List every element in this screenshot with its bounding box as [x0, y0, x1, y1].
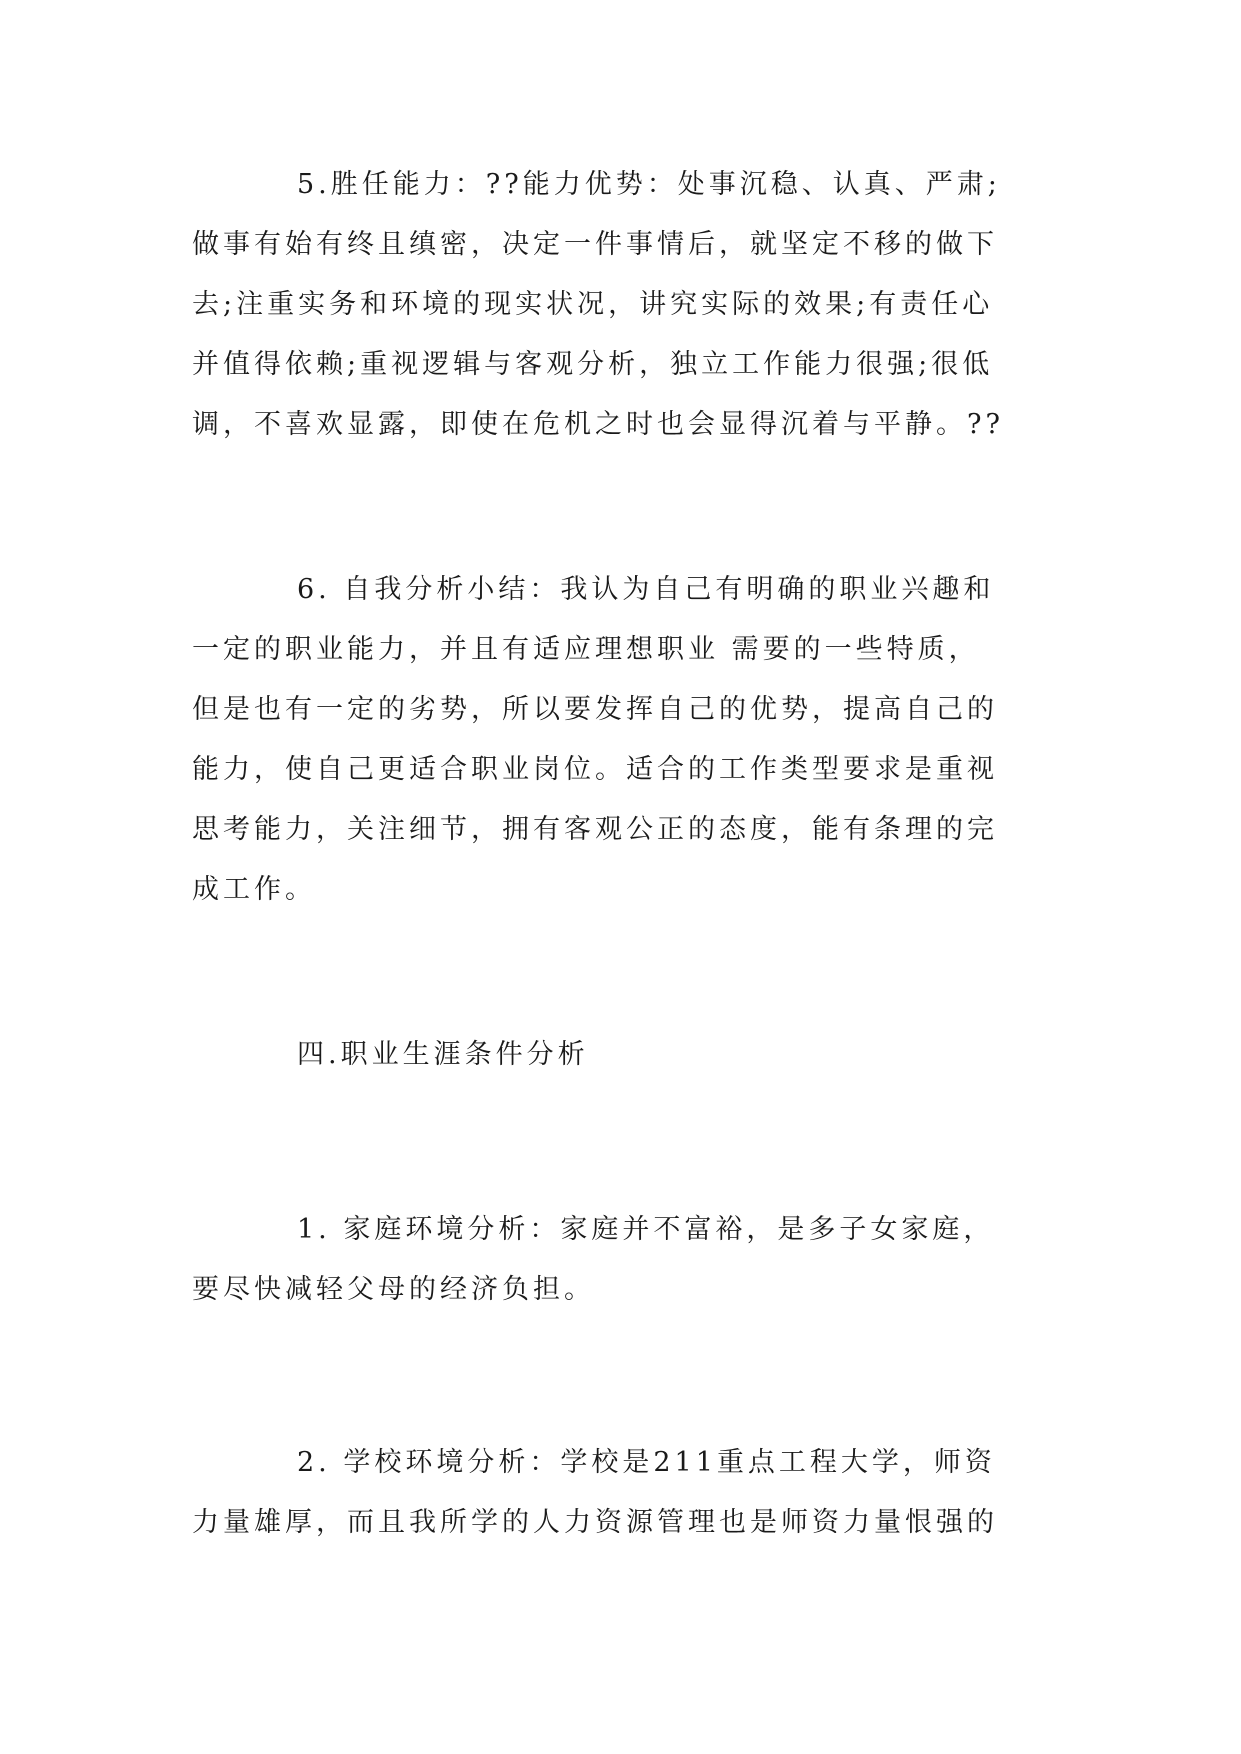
paragraph-line: 能力，使自己更适合职业岗位。适合的工作类型要求是重视	[192, 754, 998, 785]
paragraph-line: 力量雄厚，而且我所学的人力资源管理也是师资力量恨强的	[192, 1507, 998, 1538]
paragraph-line: 1. 家庭环境分析：家庭并不富裕，是多子女家庭，	[297, 1214, 995, 1245]
paragraph-line: 成工作。	[192, 874, 316, 905]
paragraph-line: 要尽快减轻父母的经济负担。	[192, 1274, 595, 1305]
paragraph-family-environment	[192, 1200, 1072, 1320]
section-heading	[192, 1025, 1072, 1085]
paragraph-line: 5.胜任能力：??能力优势：处事沉稳、认真、严肃;	[297, 169, 1001, 200]
paragraph-line: 2. 学校环境分析：学校是211重点工程大学，师资	[297, 1447, 996, 1478]
paragraph-school-environment	[192, 1433, 1072, 1553]
heading-text: 四.职业生涯条件分析	[297, 1039, 589, 1070]
paragraph-self-analysis-summary	[192, 560, 1072, 920]
paragraph-line: 一定的职业能力，并且有适应理想职业 需要的一些特质，	[192, 634, 980, 665]
paragraph-line: 去;注重实务和环境的现实状况，讲究实际的效果;有责任心	[192, 289, 994, 320]
paragraph-line: 并值得依赖;重视逻辑与客观分析，独立工作能力很强;很低	[192, 349, 994, 380]
paragraph-competency	[192, 155, 1072, 455]
paragraph-line: 调，不喜欢显露，即使在危机之时也会显得沉着与平静。??	[192, 409, 1004, 440]
paragraph-line: 做事有始有终且缜密，决定一件事情后，就坚定不移的做下	[192, 229, 998, 260]
paragraph-line: 但是也有一定的劣势，所以要发挥自己的优势，提高自己的	[192, 694, 998, 725]
paragraph-line: 6. 自我分析小结：我认为自己有明确的职业兴趣和	[297, 574, 995, 605]
paragraph-line: 思考能力，关注细节，拥有客观公正的态度，能有条理的完	[192, 814, 998, 845]
